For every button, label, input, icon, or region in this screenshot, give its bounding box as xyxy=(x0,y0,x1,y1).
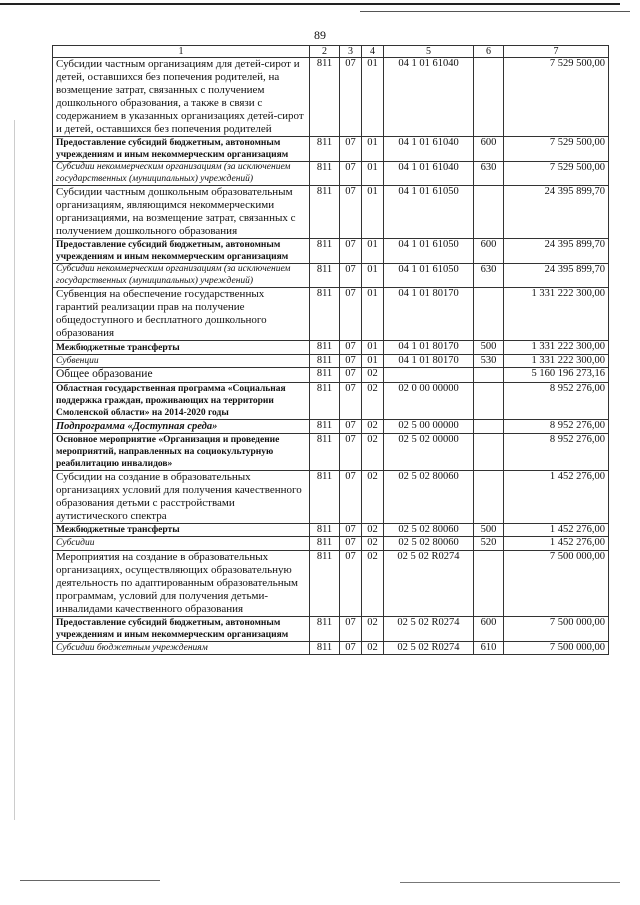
row-amount: 5 160 196 273,16 xyxy=(504,368,609,383)
row-subsection: 02 xyxy=(362,537,384,551)
row-admin-code: 811 xyxy=(310,264,340,288)
row-section: 07 xyxy=(340,470,362,523)
row-section: 07 xyxy=(340,616,362,641)
row-section: 07 xyxy=(340,419,362,433)
row-expense-type: 530 xyxy=(474,354,504,368)
table-row xyxy=(53,433,609,470)
row-target-article: 02 5 02 80060 xyxy=(384,523,474,537)
row-expense-type: 630 xyxy=(474,264,504,288)
row-admin-code: 811 xyxy=(310,368,340,383)
table-row xyxy=(53,137,609,162)
row-subsection: 01 xyxy=(362,341,384,355)
row-admin-code: 811 xyxy=(310,58,340,137)
row-subsection: 01 xyxy=(362,58,384,137)
row-name: Подпрограмма «Доступная среда» xyxy=(53,419,310,433)
row-name: Субсидии частным дошкольным образовательным организациям, являющимся некоммерческими организациями, на возмещение затрат, связанных с получением дошкольного образования xyxy=(53,186,310,239)
row-expense-type: 600 xyxy=(474,239,504,264)
row-admin-code: 811 xyxy=(310,537,340,551)
row-expense-type: 600 xyxy=(474,616,504,641)
row-target-article: 04 1 01 61040 xyxy=(384,162,474,186)
row-admin-code: 811 xyxy=(310,419,340,433)
table-row xyxy=(53,354,609,368)
row-name: Предоставление субсидий бюджетным, автономным учреждениям и иным некоммерческим организациям xyxy=(53,616,310,641)
table-row xyxy=(53,616,609,641)
table-row xyxy=(53,419,609,433)
row-amount: 1 452 276,00 xyxy=(504,470,609,523)
col-header-3: 3 xyxy=(340,46,362,58)
table-row xyxy=(53,288,609,341)
row-subsection: 01 xyxy=(362,264,384,288)
table-row xyxy=(53,537,609,551)
row-name: Общее образование xyxy=(53,368,310,383)
row-section: 07 xyxy=(340,641,362,655)
bottom-rule-left xyxy=(20,880,160,881)
top-rule-secondary xyxy=(360,11,630,12)
row-expense-type: 600 xyxy=(474,137,504,162)
table-row xyxy=(53,186,609,239)
row-admin-code: 811 xyxy=(310,470,340,523)
col-header-6: 6 xyxy=(474,46,504,58)
row-section: 07 xyxy=(340,137,362,162)
row-section: 07 xyxy=(340,368,362,383)
row-amount: 7 500 000,00 xyxy=(504,550,609,616)
col-header-4: 4 xyxy=(362,46,384,58)
row-name: Основное мероприятие «Организация и проведение мероприятий, направленных на социокультурную реабилитацию инвалидов» xyxy=(53,433,310,470)
row-expense-type: 500 xyxy=(474,341,504,355)
row-name: Субсидии некоммерческим организациям (за исключением государственных (муниципальных) учреждений) xyxy=(53,264,310,288)
row-target-article: 02 5 02 00000 xyxy=(384,433,474,470)
row-name: Областная государственная программа «Социальная поддержка граждан, проживающих на территории Смоленской области» на 2014-2020 годы xyxy=(53,382,310,419)
row-expense-type: 630 xyxy=(474,162,504,186)
row-subsection: 02 xyxy=(362,419,384,433)
row-subsection: 02 xyxy=(362,470,384,523)
row-section: 07 xyxy=(340,382,362,419)
row-amount: 7 500 000,00 xyxy=(504,616,609,641)
row-amount: 1 331 222 300,00 xyxy=(504,354,609,368)
row-name: Субвенции xyxy=(53,354,310,368)
row-subsection: 01 xyxy=(362,137,384,162)
page-number: 89 xyxy=(314,28,326,42)
row-section: 07 xyxy=(340,58,362,137)
row-subsection: 02 xyxy=(362,550,384,616)
row-amount: 7 529 500,00 xyxy=(504,162,609,186)
row-target-article: 02 0 00 00000 xyxy=(384,382,474,419)
table-row xyxy=(53,523,609,537)
row-subsection: 01 xyxy=(362,186,384,239)
row-expense-type xyxy=(474,288,504,341)
row-name: Субвенция на обеспечение государственных гарантий реализации прав на получение общедоступного и бесплатного дошкольного образования xyxy=(53,288,310,341)
row-target-article: 04 1 01 80170 xyxy=(384,341,474,355)
row-admin-code: 811 xyxy=(310,641,340,655)
row-amount: 7 529 500,00 xyxy=(504,137,609,162)
row-expense-type xyxy=(474,186,504,239)
row-admin-code: 811 xyxy=(310,162,340,186)
scan-margin-line xyxy=(14,120,15,820)
col-header-1: 1 xyxy=(53,46,310,58)
row-admin-code: 811 xyxy=(310,616,340,641)
row-section: 07 xyxy=(340,354,362,368)
row-name: Межбюджетные трансферты xyxy=(53,523,310,537)
row-expense-type xyxy=(474,419,504,433)
row-admin-code: 811 xyxy=(310,239,340,264)
row-subsection: 02 xyxy=(362,368,384,383)
table-row xyxy=(53,239,609,264)
col-header-2: 2 xyxy=(310,46,340,58)
row-target-article: 04 1 01 80170 xyxy=(384,288,474,341)
row-subsection: 02 xyxy=(362,523,384,537)
row-name: Предоставление субсидий бюджетным, автономным учреждениям и иным некоммерческим организациям xyxy=(53,137,310,162)
row-target-article: 02 5 02 R0274 xyxy=(384,641,474,655)
row-expense-type xyxy=(474,368,504,383)
table-row xyxy=(53,58,609,137)
row-amount: 7 529 500,00 xyxy=(504,58,609,137)
row-expense-type xyxy=(474,433,504,470)
row-subsection: 02 xyxy=(362,616,384,641)
row-target-article: 02 5 02 R0274 xyxy=(384,550,474,616)
table-row xyxy=(53,341,609,355)
row-amount: 7 500 000,00 xyxy=(504,641,609,655)
row-admin-code: 811 xyxy=(310,550,340,616)
bottom-rule-right xyxy=(400,882,620,883)
row-amount: 8 952 276,00 xyxy=(504,433,609,470)
budget-table xyxy=(52,45,609,655)
table-row xyxy=(53,550,609,616)
row-expense-type xyxy=(474,550,504,616)
table-row xyxy=(53,470,609,523)
row-name: Субсидии частным организациям для детей-сирот и детей, оставшихся без попечения родителей, на возмещение затрат, связанных с получением дошкольного образования, а также в связи с содержанием в указанных организациях детей-сирот и детей, оставшихся без попечения родителей xyxy=(53,58,310,137)
row-expense-type: 520 xyxy=(474,537,504,551)
row-section: 07 xyxy=(340,341,362,355)
row-target-article: 04 1 01 80170 xyxy=(384,354,474,368)
row-expense-type xyxy=(474,382,504,419)
row-target-article: 02 5 02 80060 xyxy=(384,537,474,551)
column-number-row xyxy=(53,46,609,58)
top-rule xyxy=(0,3,620,5)
table-row xyxy=(53,368,609,383)
row-target-article: 04 1 01 61040 xyxy=(384,58,474,137)
row-amount: 1 331 222 300,00 xyxy=(504,341,609,355)
row-section: 07 xyxy=(340,162,362,186)
row-expense-type xyxy=(474,470,504,523)
col-header-7: 7 xyxy=(504,46,609,58)
row-admin-code: 811 xyxy=(310,382,340,419)
row-subsection: 01 xyxy=(362,239,384,264)
row-subsection: 02 xyxy=(362,433,384,470)
row-section: 07 xyxy=(340,239,362,264)
row-section: 07 xyxy=(340,550,362,616)
row-expense-type: 610 xyxy=(474,641,504,655)
row-section: 07 xyxy=(340,537,362,551)
row-target-article: 04 1 01 61050 xyxy=(384,264,474,288)
row-target-article xyxy=(384,368,474,383)
row-name: Предоставление субсидий бюджетным, автономным учреждениям и иным некоммерческим организациям xyxy=(53,239,310,264)
row-subsection: 01 xyxy=(362,288,384,341)
row-admin-code: 811 xyxy=(310,433,340,470)
row-name: Субсидии бюджетным учреждениям xyxy=(53,641,310,655)
row-target-article: 04 1 01 61050 xyxy=(384,239,474,264)
row-expense-type xyxy=(474,58,504,137)
row-amount: 24 395 899,70 xyxy=(504,186,609,239)
row-target-article: 02 5 00 00000 xyxy=(384,419,474,433)
row-admin-code: 811 xyxy=(310,354,340,368)
row-target-article: 04 1 01 61040 xyxy=(384,137,474,162)
table-row xyxy=(53,264,609,288)
row-amount: 24 395 899,70 xyxy=(504,264,609,288)
row-name: Мероприятия на создание в образовательных организациях, осуществляющих образовательную деятельность по адаптированным образовательным программам, условий для получения детьми-инвалидами качественного образования xyxy=(53,550,310,616)
row-admin-code: 811 xyxy=(310,288,340,341)
row-amount: 1 452 276,00 xyxy=(504,523,609,537)
table-row xyxy=(53,641,609,655)
row-expense-type: 500 xyxy=(474,523,504,537)
row-subsection: 02 xyxy=(362,382,384,419)
row-section: 07 xyxy=(340,186,362,239)
row-subsection: 02 xyxy=(362,641,384,655)
table-row xyxy=(53,162,609,186)
row-section: 07 xyxy=(340,288,362,341)
row-amount: 1 452 276,00 xyxy=(504,537,609,551)
row-section: 07 xyxy=(340,433,362,470)
row-name: Субсидии на создание в образовательных организациях условий для получения качественного образования детьми с расстройствами аутистического спектра xyxy=(53,470,310,523)
row-target-article: 04 1 01 61050 xyxy=(384,186,474,239)
table-row xyxy=(53,382,609,419)
row-target-article: 02 5 02 R0274 xyxy=(384,616,474,641)
row-target-article: 02 5 02 80060 xyxy=(384,470,474,523)
row-name: Субсидии xyxy=(53,537,310,551)
row-subsection: 01 xyxy=(362,162,384,186)
row-admin-code: 811 xyxy=(310,137,340,162)
row-amount: 8 952 276,00 xyxy=(504,382,609,419)
row-admin-code: 811 xyxy=(310,186,340,239)
col-header-5: 5 xyxy=(384,46,474,58)
row-section: 07 xyxy=(340,523,362,537)
row-name: Субсидии некоммерческим организациям (за исключением государственных (муниципальных) учреждений) xyxy=(53,162,310,186)
row-subsection: 01 xyxy=(362,354,384,368)
row-amount: 8 952 276,00 xyxy=(504,419,609,433)
row-name: Межбюджетные трансферты xyxy=(53,341,310,355)
row-amount: 1 331 222 300,00 xyxy=(504,288,609,341)
row-amount: 24 395 899,70 xyxy=(504,239,609,264)
row-admin-code: 811 xyxy=(310,341,340,355)
row-section: 07 xyxy=(340,264,362,288)
row-admin-code: 811 xyxy=(310,523,340,537)
